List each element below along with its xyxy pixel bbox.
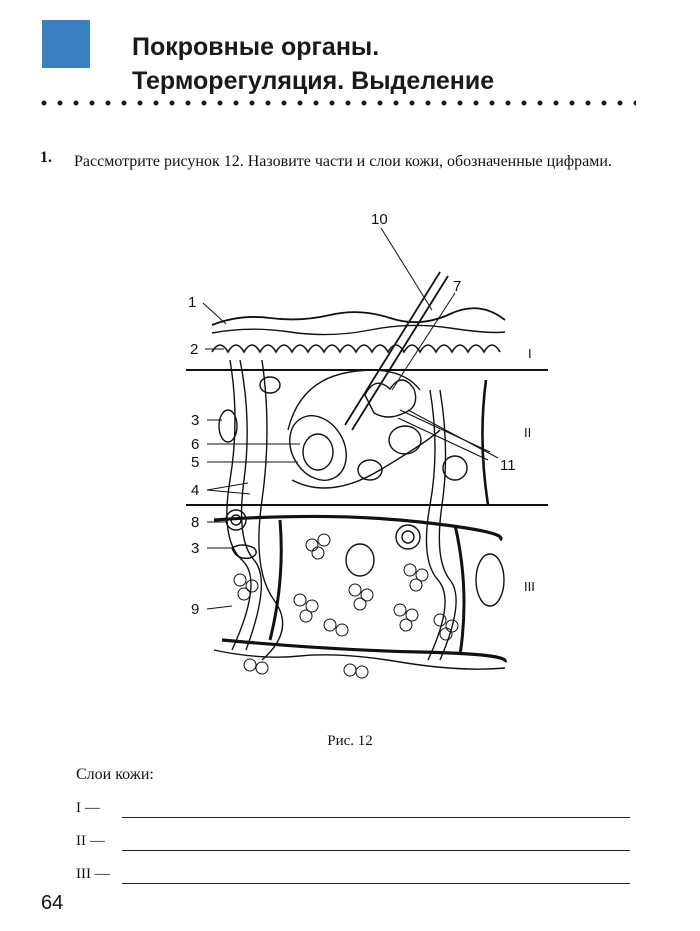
- figure-caption: Рис. 12: [327, 733, 373, 749]
- layer-label-3: III: [524, 579, 535, 594]
- label-4: 4: [191, 482, 200, 499]
- answer-label-3: III —: [76, 866, 110, 882]
- answer-label-2: II —: [76, 833, 105, 849]
- answer-label-1: I —: [76, 800, 100, 816]
- label-6: 6: [191, 436, 200, 453]
- title-line-2: Терморегуляция. Выделение: [132, 67, 495, 95]
- answers-heading: Слои кожи:: [76, 766, 154, 783]
- answer-row-3[interactable]: [76, 866, 636, 890]
- layer-label-1: I: [528, 346, 532, 361]
- label-5: 5: [191, 454, 200, 471]
- answer-line-1[interactable]: [122, 817, 630, 818]
- label-2: 2: [190, 341, 199, 358]
- answer-row-1[interactable]: [76, 800, 636, 824]
- answer-row-2[interactable]: [76, 833, 636, 857]
- task-number: 1.: [40, 149, 52, 166]
- answer-line-2[interactable]: [122, 850, 630, 851]
- title-line-1: Покровные органы.: [132, 33, 380, 61]
- answer-line-3[interactable]: [122, 883, 630, 884]
- label-3b: 3: [191, 540, 200, 557]
- label-8: 8: [191, 514, 200, 531]
- label-10: 10: [371, 211, 388, 228]
- layer-label-2: II: [524, 425, 532, 440]
- label-9: 9: [191, 601, 200, 618]
- task-text: Рассмотрите рисунок 12. Назовите части и слои кожи, обозначенные цифрами.: [74, 153, 612, 170]
- label-7: 7: [453, 278, 462, 295]
- page-number: 64: [41, 892, 64, 914]
- label-11: 11: [500, 457, 516, 474]
- label-3a: 3: [191, 412, 200, 429]
- label-1: 1: [188, 294, 197, 311]
